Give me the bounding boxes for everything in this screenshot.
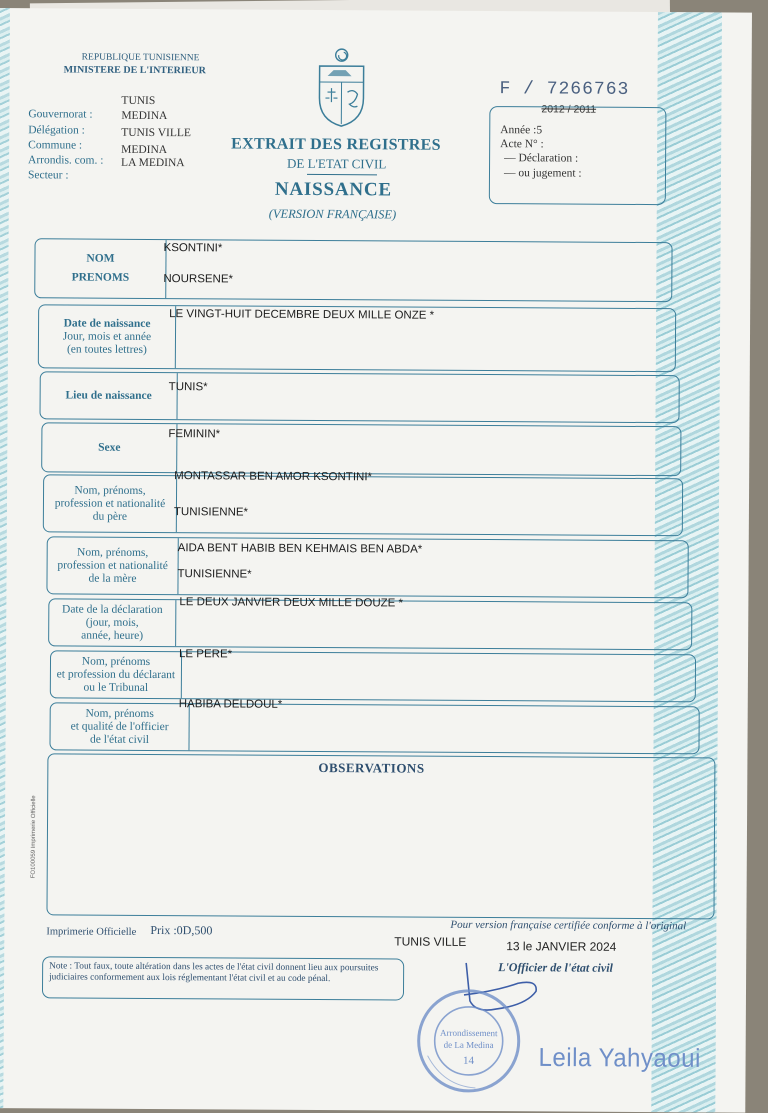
pere-label-2: profession et nationalité: [55, 497, 166, 511]
price-text: Prix :0D,500: [150, 924, 212, 937]
date-naissance-hint: (en toutes lettres): [67, 343, 147, 356]
officier-label-1: Nom, prénoms: [85, 707, 153, 720]
declarant-label-3: ou le Tribunal: [84, 681, 149, 694]
republic-text: REPUBLIQUE TUNISIENNE: [82, 52, 200, 66]
municipal-stamp-icon: [413, 986, 524, 1097]
observations-box: [46, 753, 715, 919]
place-text: TUNIS VILLE: [394, 935, 466, 948]
title-divider: [307, 174, 377, 175]
printer-text: Imprimerie Officielle: [46, 925, 136, 939]
secteur-label: Secteur :: [28, 169, 69, 182]
legal-note-box: [42, 956, 404, 1000]
declaration-label-1: Date de la déclaration: [62, 603, 163, 617]
nom-label: NOM: [86, 253, 114, 266]
prenoms-value: NOURSENE*: [163, 273, 233, 285]
side-print-code: FO100059 Imprimerie Officielle: [31, 795, 38, 878]
pere-nationalite-value: TUNISIENNE*: [174, 506, 248, 518]
officier-label-3: de l'état civil: [90, 733, 149, 746]
lieu-value: TUNIS*: [169, 381, 208, 393]
nom-prenoms-label-cell: [35, 239, 166, 298]
pere-label-cell: [44, 475, 177, 532]
commune-value: TUNIS VILLE: [121, 127, 191, 140]
acte-box: [489, 106, 667, 205]
serial-number: F / 7266763: [499, 79, 629, 100]
mere-nom-value: AIDA BENT HABIB BEN KEHMAIS BEN ABDA*: [178, 542, 423, 555]
certified-text: Pour version française certifiée conforme à l'original: [450, 919, 686, 933]
birth-certificate-sheet: [0, 8, 752, 1113]
officer-signature-stamp: Leila Yahyaoui: [539, 1043, 701, 1074]
document-type: NAISSANCE: [275, 183, 392, 197]
lieu-label-cell: [40, 372, 177, 419]
arrondis-label: Arrondis. com. :: [28, 154, 103, 167]
delegation-value: MEDINA: [121, 110, 167, 123]
row-lieu-naissance: [39, 371, 679, 423]
prenoms-label: PRENOMS: [72, 271, 130, 284]
pere-nom-value: MONTASSAR BEN AMOR KSONTINI*: [174, 470, 372, 483]
mere-label-2: profession et nationalité: [57, 559, 168, 573]
delegation-label: Délégation :: [28, 124, 85, 137]
document-version: (VERSION FRANÇAISE): [269, 208, 396, 222]
observations-title: OBSERVATIONS: [318, 760, 424, 777]
lieu-label: Lieu de naissance: [65, 389, 151, 403]
date-naissance-label-cell: [39, 305, 176, 368]
pere-label-3: du père: [93, 510, 127, 523]
secteur-value: LA MEDINA: [121, 157, 185, 170]
date-naissance-label: Date de naissance: [64, 317, 151, 331]
register-years: 2012 / 2011: [541, 103, 596, 116]
declaration-label-cell: [49, 599, 176, 646]
officer-title-text: L'Officier de l'état civil: [498, 961, 613, 975]
svg-text:14: 14: [463, 1055, 475, 1067]
document-subtitle: DE L'ETAT CIVIL: [287, 157, 386, 171]
row-nom-prenoms: [34, 238, 672, 302]
declarant-value: LE PERE*: [179, 648, 232, 660]
nom-value: KSONTINI*: [164, 242, 223, 254]
sexe-label-cell: [42, 423, 177, 472]
mere-label-3: de la mère: [89, 572, 137, 585]
date-naissance-sublabel: Jour, mois et année: [63, 330, 151, 344]
mere-nationalite-value: TUNISIENNE*: [178, 568, 252, 580]
annee-text: Année :5: [500, 124, 542, 137]
mere-label-cell: [47, 537, 178, 594]
row-date-naissance: [38, 304, 676, 372]
ministry-text: MINISTERE DE L'INTERIEUR: [64, 63, 206, 77]
issue-date-text: 13 le JANVIER 2024: [506, 940, 616, 954]
officier-value: HABIBA DELDOUL*: [179, 698, 283, 711]
declaration-label-2: (jour, mois,: [86, 616, 139, 629]
row-declarant: [50, 650, 696, 702]
row-sexe: [41, 422, 681, 476]
declarant-label-cell: [51, 651, 182, 698]
row-date-declaration: [48, 598, 692, 650]
row-mere: [46, 536, 688, 598]
arrondis-value: MEDINA: [121, 144, 167, 157]
guilloche-border-left: [0, 8, 10, 1108]
acte-number-label: Acte N° :: [500, 138, 544, 151]
sexe-value: FEMININ*: [168, 428, 220, 440]
commune-label: Commune :: [28, 139, 82, 152]
coat-of-arms-icon: [313, 46, 369, 128]
declaration-label-3: année, heure): [81, 629, 143, 642]
declaration-value: LE DEUX JANVIER DEUX MILLE DOUZE *: [179, 596, 403, 609]
officier-label-cell: [50, 703, 189, 750]
declarant-label-2: et profession du déclarant: [57, 668, 176, 682]
gouvernorat-value: TUNIS: [121, 95, 155, 108]
row-officier: [49, 702, 699, 754]
declarant-label-1: Nom, prénoms: [82, 655, 150, 668]
gouvernorat-label: Gouvernorat :: [28, 108, 92, 121]
svg-text:de La Medina: de La Medina: [444, 1040, 494, 1050]
row-pere: [43, 474, 683, 536]
mere-label-1: Nom, prénoms,: [77, 546, 148, 559]
jugement-label: — ou jugement :: [504, 167, 582, 180]
sexe-label: Sexe: [98, 441, 120, 454]
date-naissance-value: LE VINGT-HUIT DECEMBRE DEUX MILLE ONZE *: [169, 308, 434, 322]
legal-note-text: Note : Tout faux, toute altération dans les actes de l'état civil donnent lieu aux poursuites judiciaires conformement aux lois réglementant l'état civil et au code pénal.: [49, 961, 399, 985]
declaration-label: — Déclaration :: [504, 152, 578, 165]
document-title: EXTRAIT DES REGISTRES: [231, 137, 441, 151]
svg-text:Arrondissement: Arrondissement: [440, 1028, 498, 1038]
officier-label-2: et qualité de l'officier: [71, 720, 169, 734]
pere-label-1: Nom, prénoms,: [74, 484, 145, 497]
